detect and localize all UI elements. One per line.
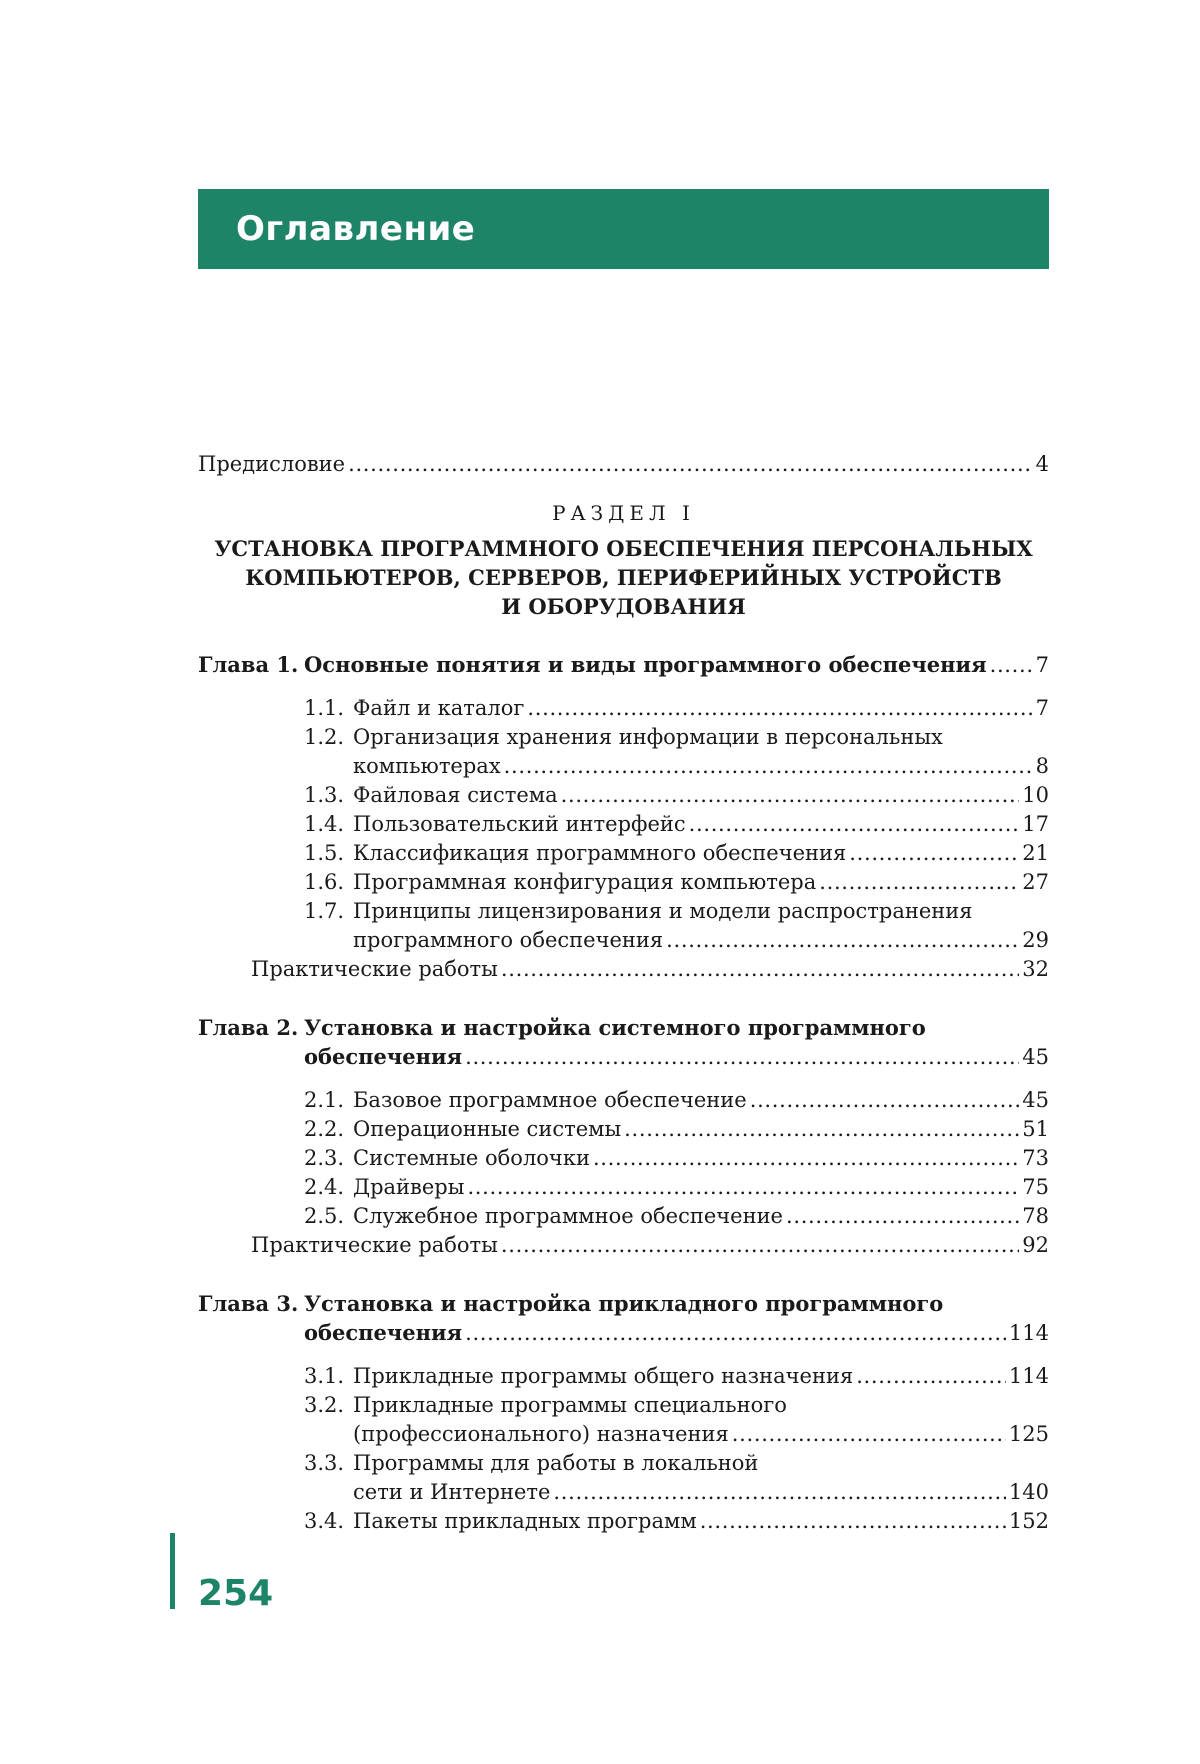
item-title-line-page: 45 bbox=[1022, 1088, 1049, 1112]
spacer bbox=[198, 984, 1049, 1013]
item-title-line-page: 29 bbox=[1022, 928, 1049, 952]
dot-leader bbox=[786, 1202, 1019, 1231]
item-number: 1.1. bbox=[304, 696, 345, 720]
item-title-block bbox=[353, 723, 1049, 781]
item-number: 2.5. bbox=[304, 1204, 345, 1228]
item-title-line-page: 114 bbox=[1008, 1364, 1049, 1388]
dot-leader bbox=[689, 810, 1020, 839]
toc-item[interactable] bbox=[198, 810, 1049, 839]
item-title-line-title: Файл и каталог bbox=[353, 696, 525, 720]
item-title-line-page: 8 bbox=[1035, 754, 1049, 778]
item-title-line bbox=[353, 868, 1049, 897]
toc-practice[interactable] bbox=[198, 1231, 1049, 1260]
dot-leader bbox=[666, 926, 1019, 955]
toc-item[interactable] bbox=[198, 1115, 1049, 1144]
item-title-line bbox=[353, 1144, 1049, 1173]
dot-leader bbox=[553, 1478, 1005, 1507]
item-number: 2.4. bbox=[304, 1175, 345, 1199]
chapter-title-line-title: Установка и настройка прикладного программного bbox=[304, 1291, 944, 1316]
item-title-block bbox=[353, 810, 1049, 839]
chapter-title-line-title: обеспечения bbox=[304, 1320, 463, 1345]
item-number: 1.2. bbox=[304, 725, 345, 749]
item-number: 2.1. bbox=[304, 1088, 345, 1112]
item-title-block bbox=[353, 694, 1049, 723]
item-title-line-title: (профессионального) назначения bbox=[353, 1422, 729, 1446]
section-label: РАЗДЕЛ I bbox=[552, 501, 695, 525]
practice-line-page: 92 bbox=[1022, 1233, 1049, 1257]
item-title-block bbox=[353, 1086, 1049, 1115]
dot-leader bbox=[700, 1507, 1006, 1536]
item-title-line bbox=[353, 926, 1049, 955]
chapter-label: Глава 3. bbox=[198, 1291, 299, 1316]
item-title-line-title: Классификация программного обеспечения bbox=[353, 841, 847, 865]
item-title-block bbox=[353, 781, 1049, 810]
dot-leader bbox=[465, 1319, 1006, 1348]
item-title-line-page: 78 bbox=[1022, 1204, 1049, 1228]
item-title-line bbox=[353, 897, 1049, 926]
dot-leader bbox=[465, 1043, 1019, 1072]
item-title-block bbox=[353, 868, 1049, 897]
toc-practice[interactable] bbox=[198, 955, 1049, 984]
chapter-title-line-title: Основные понятия и виды программного обеспечения bbox=[304, 652, 987, 677]
section-title-line: И ОБОРУДОВАНИЯ bbox=[501, 594, 746, 619]
item-title-line-page: 75 bbox=[1022, 1175, 1049, 1199]
chapter-title-line bbox=[304, 650, 1049, 680]
item-title-block bbox=[353, 1362, 1049, 1391]
page-number: 254 bbox=[198, 1573, 274, 1614]
item-number: 3.2. bbox=[304, 1393, 345, 1417]
toc-item[interactable] bbox=[198, 1507, 1049, 1536]
dot-leader bbox=[501, 1231, 1019, 1260]
item-title-block bbox=[353, 1391, 1049, 1449]
item-title-line bbox=[353, 723, 1049, 752]
dot-leader bbox=[593, 1144, 1019, 1173]
item-title-line-title: Программы для работы в локальной bbox=[353, 1451, 759, 1475]
item-title-line bbox=[353, 1173, 1049, 1202]
dot-leader bbox=[504, 752, 1033, 781]
dot-leader bbox=[561, 781, 1020, 810]
item-title-line bbox=[353, 810, 1049, 839]
item-title-line-title: сети и Интернете bbox=[353, 1480, 551, 1504]
item-title-line-title: Принципы лицензирования и модели распространения bbox=[353, 899, 973, 923]
chapter-label: Глава 2. bbox=[198, 1015, 299, 1040]
chapter-title-line-page: 7 bbox=[1035, 653, 1049, 677]
item-title-line-title: Прикладные программы специального bbox=[353, 1393, 787, 1417]
item-title-block bbox=[353, 1115, 1049, 1144]
toc-chapter[interactable] bbox=[198, 1289, 1049, 1348]
toc-item[interactable] bbox=[198, 1173, 1049, 1202]
item-title-block bbox=[353, 897, 1049, 955]
item-title-line bbox=[353, 781, 1049, 810]
item-title-line bbox=[353, 839, 1049, 868]
practice-line-page: 32 bbox=[1022, 957, 1049, 981]
item-title-line-title: Базовое программное обеспечение bbox=[353, 1088, 747, 1112]
item-title-line bbox=[353, 1202, 1049, 1231]
item-title-block bbox=[353, 839, 1049, 868]
section-title bbox=[198, 534, 1049, 621]
item-title-line-page: 140 bbox=[1008, 1480, 1049, 1504]
item-title-line bbox=[353, 752, 1049, 781]
chapter-title-line-title: обеспечения bbox=[304, 1044, 463, 1069]
toc-item[interactable] bbox=[198, 868, 1049, 897]
item-title-line-title: Организация хранения информации в персональных bbox=[353, 725, 943, 749]
chapter-title-line-page: 114 bbox=[1008, 1321, 1049, 1345]
chapter-title-line bbox=[304, 1318, 1049, 1348]
dot-leader bbox=[819, 868, 1019, 897]
item-number: 3.3. bbox=[304, 1451, 345, 1475]
dot-leader bbox=[990, 651, 1033, 680]
item-title-line-title: Пользовательский интерфейс bbox=[353, 812, 686, 836]
toc-chapter[interactable] bbox=[198, 650, 1049, 680]
item-number: 1.7. bbox=[304, 899, 345, 923]
toc-item[interactable] bbox=[198, 723, 1049, 781]
item-title-line-title: Служебное программное обеспечение bbox=[353, 1204, 783, 1228]
toc-item[interactable] bbox=[198, 1391, 1049, 1449]
item-title-line-page: 27 bbox=[1022, 870, 1049, 894]
dot-leader bbox=[732, 1420, 1006, 1449]
toc-item[interactable] bbox=[198, 1202, 1049, 1231]
practice-line-title: Практические работы bbox=[251, 1233, 498, 1257]
item-number: 2.3. bbox=[304, 1146, 345, 1170]
item-title-block bbox=[353, 1144, 1049, 1173]
spacer bbox=[198, 1348, 1049, 1362]
item-title-line-title: Прикладные программы общего назначения bbox=[353, 1364, 854, 1388]
item-title-line bbox=[353, 1362, 1049, 1391]
toc-item[interactable] bbox=[198, 694, 1049, 723]
toc-item[interactable] bbox=[198, 839, 1049, 868]
chapters-list bbox=[198, 650, 1049, 1536]
item-title-line bbox=[353, 1115, 1049, 1144]
item-number: 1.5. bbox=[304, 841, 345, 865]
header-bar bbox=[198, 189, 1049, 269]
toc-preface[interactable] bbox=[198, 450, 1049, 479]
item-title-line-page: 152 bbox=[1008, 1509, 1049, 1533]
item-title-line-title: Драйверы bbox=[353, 1175, 465, 1199]
chapter-title-block bbox=[304, 1289, 1049, 1348]
item-title-block bbox=[353, 1449, 1049, 1507]
item-number: 1.3. bbox=[304, 783, 345, 807]
item-title-line-title: Программная конфигурация компьютера bbox=[353, 870, 817, 894]
item-title-line-page: 7 bbox=[1035, 696, 1049, 720]
chapter-title-block bbox=[304, 1013, 1049, 1072]
item-title-line-page: 10 bbox=[1022, 783, 1049, 807]
item-number: 1.4. bbox=[304, 812, 345, 836]
item-title-line-page: 51 bbox=[1022, 1117, 1049, 1141]
practice-line bbox=[251, 1231, 1049, 1260]
spacer bbox=[198, 1072, 1049, 1086]
dot-leader bbox=[467, 1173, 1019, 1202]
chapter-title-line-title: Установка и настройка системного программного bbox=[304, 1015, 926, 1040]
item-title-line-page: 17 bbox=[1022, 812, 1049, 836]
chapter-label: Глава 1. bbox=[198, 652, 299, 677]
toc-item[interactable] bbox=[198, 781, 1049, 810]
spacer bbox=[198, 1260, 1049, 1289]
item-title-block bbox=[353, 1173, 1049, 1202]
item-title-line bbox=[353, 1449, 1049, 1478]
dot-leader bbox=[856, 1362, 1006, 1391]
table-of-contents bbox=[198, 450, 1049, 1536]
item-title-line-title: Операционные системы bbox=[353, 1117, 622, 1141]
practice-line-title: Практические работы bbox=[251, 957, 498, 981]
dot-leader bbox=[750, 1086, 1020, 1115]
dot-leader bbox=[527, 694, 1032, 723]
dot-leader bbox=[501, 955, 1019, 984]
item-title-line bbox=[353, 1391, 1049, 1420]
chapter-title-line bbox=[304, 1013, 1049, 1042]
toc-item[interactable] bbox=[198, 1449, 1049, 1507]
chapter-title-block bbox=[304, 650, 1049, 680]
toc-preface-title: Предисловие bbox=[198, 452, 346, 476]
page-title: Оглавление bbox=[236, 209, 476, 249]
item-title-block bbox=[353, 1202, 1049, 1231]
item-title-line-page: 125 bbox=[1008, 1422, 1049, 1446]
dot-leader bbox=[624, 1115, 1019, 1144]
item-title-line-title: Файловая система bbox=[353, 783, 558, 807]
spacer bbox=[198, 680, 1049, 694]
item-title-line bbox=[353, 1420, 1049, 1449]
toc-item[interactable] bbox=[198, 1144, 1049, 1173]
item-title-line-page: 21 bbox=[1022, 841, 1049, 865]
dot-leader bbox=[348, 450, 1033, 479]
item-title-line-title: Системные оболочки bbox=[353, 1146, 590, 1170]
item-number: 2.2. bbox=[304, 1117, 345, 1141]
section-title-line: УСТАНОВКА ПРОГРАММНОГО ОБЕСПЕЧЕНИЯ ПЕРСОНАЛЬНЫХ bbox=[214, 536, 1033, 561]
item-title-block bbox=[353, 1507, 1049, 1536]
chapter-title-line-page: 45 bbox=[1022, 1045, 1049, 1069]
chapter-title-line bbox=[304, 1042, 1049, 1072]
page-number-rule bbox=[170, 1533, 175, 1609]
item-title-line-title: Пакеты прикладных программ bbox=[353, 1509, 697, 1533]
toc-item[interactable] bbox=[198, 1362, 1049, 1391]
toc-item[interactable] bbox=[198, 1086, 1049, 1115]
item-title-line-title: компьютерах bbox=[353, 754, 501, 778]
item-title-line-page: 73 bbox=[1022, 1146, 1049, 1170]
toc-chapter[interactable] bbox=[198, 1013, 1049, 1072]
item-number: 1.6. bbox=[304, 870, 345, 894]
toc-item[interactable] bbox=[198, 897, 1049, 955]
item-title-line bbox=[353, 694, 1049, 723]
item-title-line bbox=[353, 1507, 1049, 1536]
item-title-line bbox=[353, 1478, 1049, 1507]
item-number: 3.1. bbox=[304, 1364, 345, 1388]
section-title-line: КОМПЬЮТЕРОВ, СЕРВЕРОВ, ПЕРИФЕРИЙНЫХ УСТРОЙСТВ bbox=[245, 565, 1002, 590]
item-title-line bbox=[353, 1086, 1049, 1115]
dot-leader bbox=[849, 839, 1019, 868]
toc-preface-page: 4 bbox=[1035, 452, 1049, 476]
practice-line bbox=[251, 955, 1049, 984]
item-title-line-title: программного обеспечения bbox=[353, 928, 664, 952]
item-number: 3.4. bbox=[304, 1509, 345, 1533]
chapter-title-line bbox=[304, 1289, 1049, 1318]
